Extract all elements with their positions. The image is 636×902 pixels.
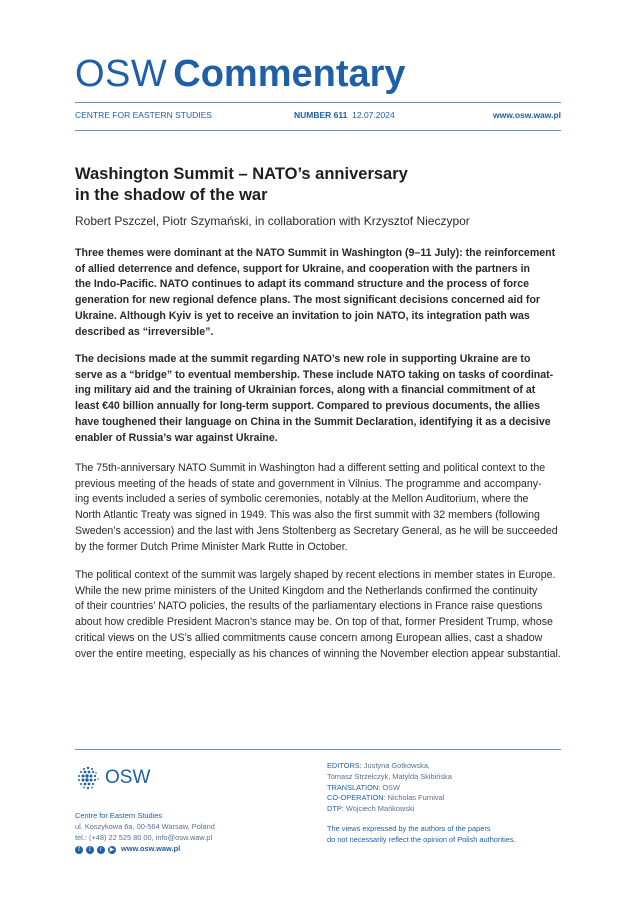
text-line: Sweden’s accession) and the last with Jens Stoltenberg as Secretary General, as he will be succeeded xyxy=(75,524,558,537)
brand-title xyxy=(75,52,406,96)
lead-paragraph-1 xyxy=(75,246,561,340)
footer-website-link[interactable]: www.osw.waw.pl xyxy=(121,844,181,854)
facebook-icon[interactable]: f xyxy=(75,846,83,854)
text-line: The political context of the summit was largely shaped by recent elections in member states in Europe. xyxy=(75,569,556,581)
body-paragraph-1 xyxy=(75,461,561,555)
text-line: ing military aid and the training of Ukrainian forces, along with a financial commitment of at xyxy=(75,384,536,397)
text-line: Three themes were dominant at the NATO Summit in Washington (9–11 July): the reinforcement xyxy=(75,247,556,259)
text-line: The 75th-anniversary NATO Summit in Washington had a different setting and political context to the xyxy=(75,462,546,474)
dtp-value: Wojciech Mańkowski xyxy=(345,804,415,814)
org-name: CENTRE FOR EASTERN STUDIES xyxy=(75,110,212,120)
editors-value: Justyna Gotkowska, xyxy=(363,761,430,770)
text-line: of their countries’ NATO policies, the results of the parliamentary elections in France raise questions xyxy=(75,600,543,613)
text-line: of allied deterrence and defence, support for Ukraine, and cooperation with the partners in xyxy=(75,262,531,275)
issue-info xyxy=(294,109,395,121)
social-links xyxy=(75,844,215,855)
text-line: least €40 billion annually for long-term support. Compared to previous documents, the allies xyxy=(75,400,541,413)
issue-number: NUMBER 611 xyxy=(294,110,348,120)
text-line: ing events included a series of symbolic ceremonies, notably at the Mellon Auditorium, where the xyxy=(75,493,529,506)
header-rule xyxy=(75,102,561,103)
text-line: While the new prime ministers of the United Kingdom and the Netherlands confirmed the continuity xyxy=(75,584,538,597)
header-website-link[interactable]: www.osw.waw.pl xyxy=(492,110,561,120)
youtube-icon[interactable]: ▶ xyxy=(109,846,115,853)
text-line: The decisions made at the summit regarding NATO’s new role in supporting Ukraine are to xyxy=(75,353,531,365)
footer-contact xyxy=(75,811,215,855)
brand-commentary: Commentary xyxy=(173,53,406,95)
text-line: previous meeting of the heads of state and government in Vilnius. The programme and accompany- xyxy=(75,477,542,490)
text-line: described as “irreversible”. xyxy=(75,325,214,338)
translation-value: OSW xyxy=(382,782,400,792)
text-line: enabler of Russia’s war against Ukraine. xyxy=(75,431,278,444)
title-line: in the shadow of the war xyxy=(75,186,268,204)
footer-phone-email: tel.: (+48) 22 525 80 00, info@osw.waw.pl xyxy=(75,832,213,842)
lead-paragraph-2 xyxy=(75,352,561,446)
text-line: by the former Dutch Prime Minister Mark Rutte in October. xyxy=(75,540,348,553)
body-paragraph-2 xyxy=(75,568,561,662)
globe-icon xyxy=(75,765,101,791)
text-line: the Indo-Pacific. NATO continues to adapt its command structure and the process of force xyxy=(75,278,530,291)
logo-text: OSW xyxy=(105,767,151,788)
cooperation-label: CO-OPERATION: xyxy=(327,793,386,803)
text-line: about how credible President Macron’s stance may be. On top of that, former President Trump, whose xyxy=(75,616,553,629)
footer-org-name: Centre for Eastern Studies xyxy=(75,811,163,820)
article-title xyxy=(75,164,561,206)
text-line: over the entire meeting, especially as his chances of winning the November election appear substantial. xyxy=(75,647,561,660)
twitter-icon[interactable]: t xyxy=(86,846,94,854)
text-line: generation for new regional defence plans. The most significant decisions concerned aid for xyxy=(75,294,541,307)
brand-osw: OSW xyxy=(75,53,168,95)
rss-icon[interactable]: r xyxy=(97,846,105,854)
disclaimer-line: do not necessarily reflect the opinion of Polish authorities. xyxy=(327,834,516,844)
cooperation-value: Nicholas Furnival xyxy=(387,793,445,803)
osw-logo xyxy=(75,765,185,795)
issue-date: 12.07.2024 xyxy=(352,110,395,120)
footer-rule xyxy=(75,749,561,750)
text-line: have toughened their language on China in the Summit Declaration, identifying it as a decisive xyxy=(75,415,551,428)
text-line: serve as a “bridge” to eventual membership. These include NATO taking on tasks of coordinat- xyxy=(75,368,554,381)
text-line: North Atlantic Treaty was signed in 1949. This was also the first summit with 32 members (following xyxy=(75,509,540,522)
translation-label: TRANSLATION: xyxy=(327,782,381,792)
editors-label: EDITORS: xyxy=(327,761,362,770)
dtp-label: DTP: xyxy=(327,804,344,814)
footer-address: ul. Koszykowa 6a, 00-564 Warsaw, Poland xyxy=(75,821,215,831)
text-line: critical views on the US’s allied commitments cause concern among European allies, cast a shadow xyxy=(75,631,543,644)
article-authors: Robert Pszczel, Piotr Szymański, in collaboration with Krzysztof Nieczypor xyxy=(75,214,470,228)
header-rule-bottom xyxy=(75,130,561,131)
footer-credits xyxy=(327,761,516,846)
disclaimer-line: The views expressed by the authors of the papers xyxy=(327,823,491,833)
title-line: Washington Summit – NATO’s anniversary xyxy=(75,165,408,183)
text-line: Ukraine. Although Kyiv is yet to receive an invitation to join NATO, its integration path was xyxy=(75,309,530,322)
editors-value-2: Tomasz Strzelczyk, Matylda Skibińska xyxy=(327,771,452,781)
